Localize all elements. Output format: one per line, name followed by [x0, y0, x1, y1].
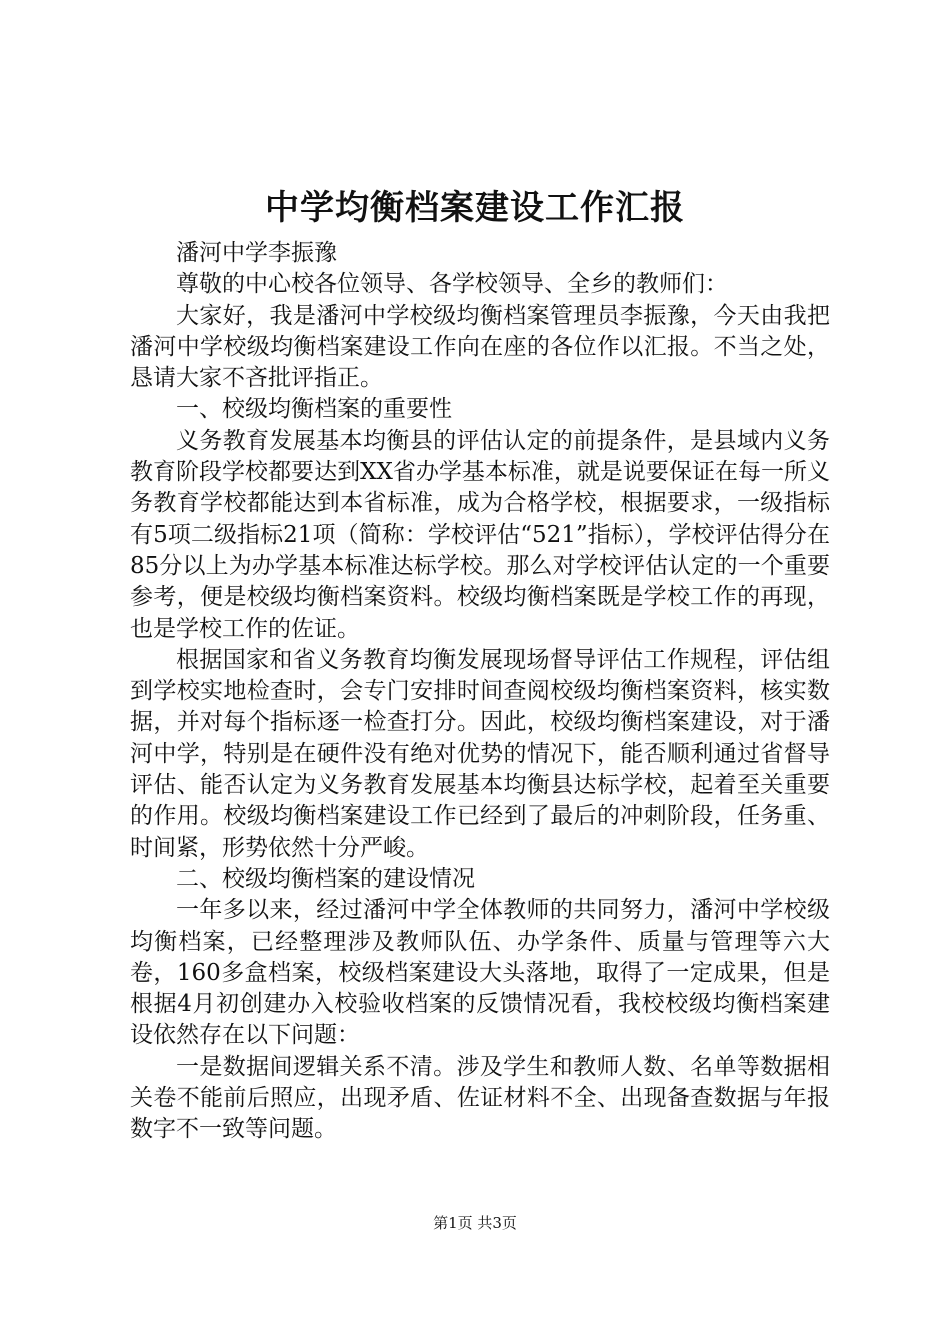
section-heading-1: 一、校级均衡档案的重要性	[176, 396, 452, 423]
paragraph-intro: 大家好，我是潘河中学校级均衡档案管理员李振豫，今天由我把潘河中学校级均衡档案建设工作向在座的各位作以汇报。不当之处，恳请大家不吝批评指正。	[130, 302, 830, 392]
page-number: 第1页 共3页	[433, 1214, 517, 1232]
paragraph-importance: 义务教育发展基本均衡县的评估认定的前提条件，是县域内义务教育阶段学校都要达到XX省办学基本标准，就是说要保证在每一所义务教育学校都能达到本省标准，成为合格学校，根据要求，一级指标有5项二级指标21项（简称：学校评估“521”指标），学校评估得分在85分以上为办学基本标准达标学校。那么对学校评估认定的一个重要参考，便是校级均衡档案资料。校级均衡档案既是学校工作的再现，也是学校工作的佐证。	[130, 427, 830, 642]
document-body	[130, 238, 830, 1146]
paragraph-progress: 一年多以来，经过潘河中学全体教师的共同努力，潘河中学校级均衡档案，已经整理涉及教师队伍、办学条件、质量与管理等六大卷，160多盒档案，校级档案建设大头落地，取得了一定成果，但是根据4月初创建办入校验收档案的反馈情况看，我校校级均衡档案建设依然存在以下问题：	[130, 897, 830, 1049]
salutation: 尊敬的中心校各位领导、各学校领导、全乡的教师们：	[176, 271, 728, 298]
paragraph-evaluation: 根据国家和省义务教育均衡发展现场督导评估工作规程，评估组到学校实地检查时，会专门安排时间查阅校级均衡档案资料，核实数据，并对每个指标逐一检查打分。因此，校级均衡档案建设，对于潘河中学，特别是在硬件没有绝对优势的情况下，能否顺利通过省督导评估、能否认定为义务教育发展基本均衡县达标学校，起着至关重要的作用。校级均衡档案建设工作已经到了最后的冲刺阶段，任务重、时间紧，形势依然十分严峻。	[130, 646, 830, 861]
document-title: 中学均衡档案建设工作汇报	[265, 188, 685, 228]
paragraph-problem-1: 一是数据间逻辑关系不清。涉及学生和教师人数、名单等数据相关卷不能前后照应，出现矛盾、佐证材料不全、出现备查数据与年报数字不一致等问题。	[130, 1053, 830, 1143]
author-line: 潘河中学李振豫	[176, 240, 337, 266]
section-heading-2: 二、校级均衡档案的建设情况	[176, 865, 475, 892]
